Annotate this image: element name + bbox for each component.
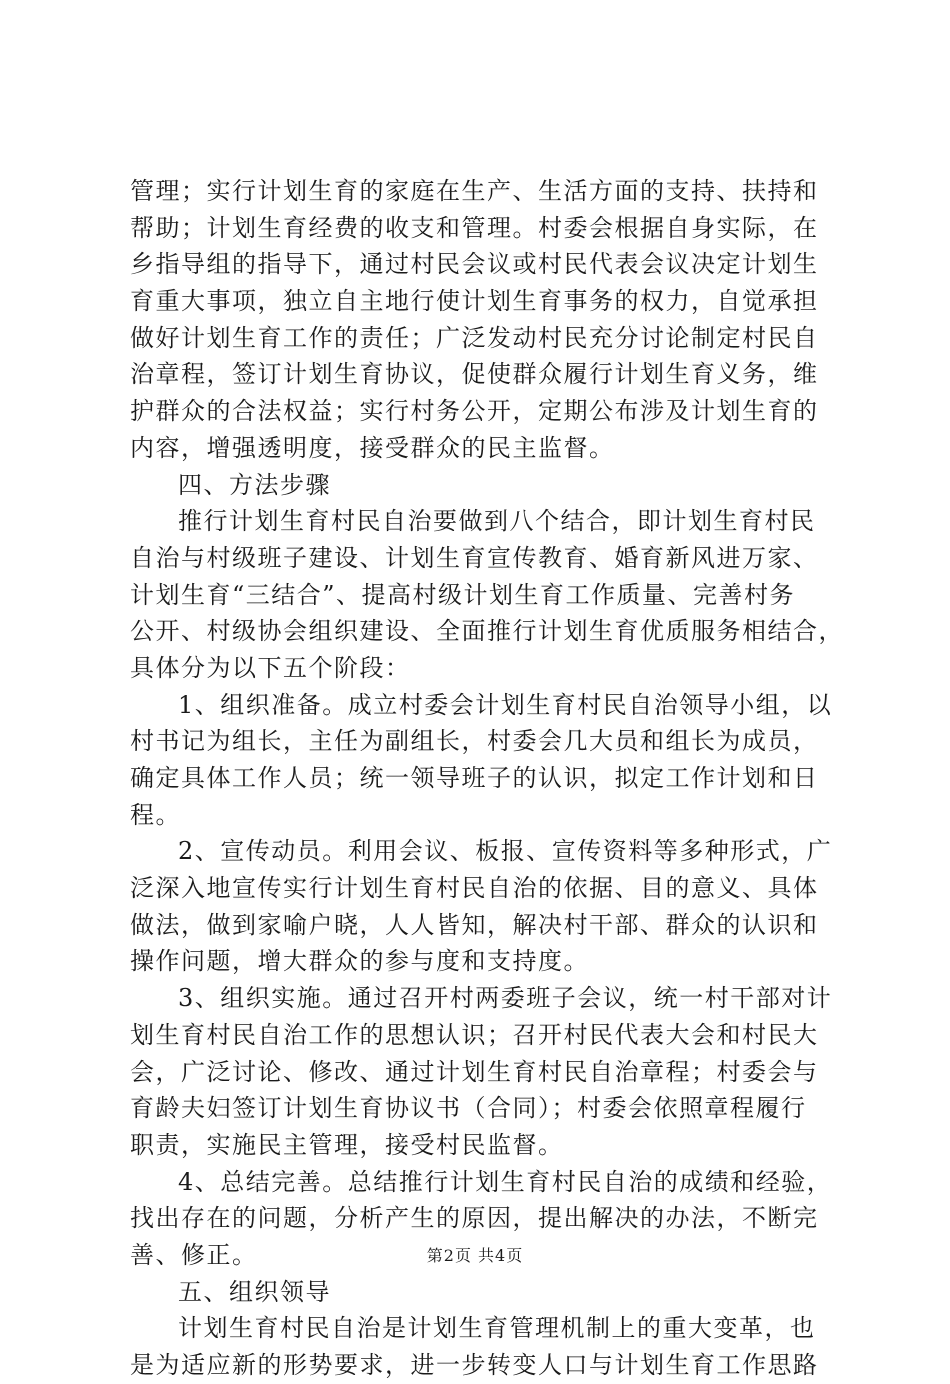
text-line: 做好计划生育工作的责任；广泛发动村民充分讨论制定村民自 <box>130 323 819 352</box>
text-line: 帮助；计划生育经费的收支和管理。村委会根据自身实际，在 <box>130 213 819 242</box>
text-line: 具体分为以下五个阶段： <box>130 653 411 682</box>
text-line: 2、宣传动员。利用会议、板报、宣传资料等多种形式，广 <box>178 837 833 866</box>
text-line: 操作问题，增大群众的参与度和支持度。 <box>130 947 589 976</box>
text-line: 计划生育“三结合”、提高村级计划生育工作质量、完善村务 <box>130 580 796 609</box>
document-body <box>130 173 844 1384</box>
text-line: 推行计划生育村民自治要做到八个结合，即计划生育村民 <box>178 507 816 536</box>
text-line: 护群众的合法权益；实行村务公开，定期公布涉及计划生育的 <box>130 397 819 426</box>
text-line: 泛深入地宣传实行计划生育村民自治的依据、目的意义、具体 <box>130 874 819 903</box>
text-line: 划生育村民自治工作的思想认识；召开村民代表大会和村民大 <box>130 1020 819 1049</box>
text-line: 自治与村级班子建设、计划生育宣传教育、婚育新风进万家、 <box>130 543 819 572</box>
text-line: 计划生育村民自治是计划生育管理机制上的重大变革，也 <box>178 1314 816 1343</box>
page-footer <box>0 1243 950 1266</box>
text-line: 内容，增强透明度，接受群众的民主监督。 <box>130 433 615 462</box>
text-line: 治章程，签订计划生育协议，促使群众履行计划生育义务，维 <box>130 360 819 389</box>
text-line: 善、修正。 <box>130 1240 258 1269</box>
text-line: 公开、村级协会组织建设、全面推行计划生育优质服务相结合， <box>130 617 844 646</box>
text-line: 五、组织领导 <box>178 1277 331 1306</box>
text-line: 职责，实施民主管理，接受村民监督。 <box>130 1130 564 1159</box>
text-line: 四、方法步骤 <box>178 470 331 499</box>
text-line: 1、组织准备。成立村委会计划生育村民自治领导小组，以 <box>178 690 833 719</box>
page-number: 第2页 共4页 <box>426 1246 524 1265</box>
text-line: 3、组织实施。通过召开村两委班子会议，统一村干部对计 <box>178 984 833 1013</box>
text-line: 村书记为组长，主任为副组长，村委会几大员和组长为成员， <box>130 727 819 756</box>
text-line: 育龄夫妇签订计划生育协议书（合同）；村委会依照章程履行 <box>130 1094 807 1123</box>
text-line: 会，广泛讨论、修改、通过计划生育村民自治章程；村委会与 <box>130 1057 819 1086</box>
text-line: 乡指导组的指导下，通过村民会议或村民代表会议决定计划生 <box>130 250 819 279</box>
text-line: 找出存在的问题，分析产生的原因，提出解决的办法，不断完 <box>130 1204 819 1233</box>
text-line: 是为适应新的形势要求，进一步转变人口与计划生育工作思路 <box>130 1351 819 1379</box>
text-line: 管理；实行计划生育的家庭在生产、生活方面的支持、扶持和 <box>130 177 819 205</box>
text-line: 确定具体工作人员；统一领导班子的认识，拟定工作计划和日 <box>130 764 819 792</box>
text-line: 4、总结完善。总结推行计划生育村民自治的成绩和经验， <box>178 1167 833 1196</box>
text-line: 育重大事项，独立自主地行使计划生育事务的权力，自觉承担 <box>130 287 819 316</box>
text-line: 程。 <box>130 800 181 829</box>
text-lines <box>130 173 844 1384</box>
text-line: 做法，做到家喻户晓，人人皆知，解决村干部、群众的认识和 <box>130 910 819 939</box>
